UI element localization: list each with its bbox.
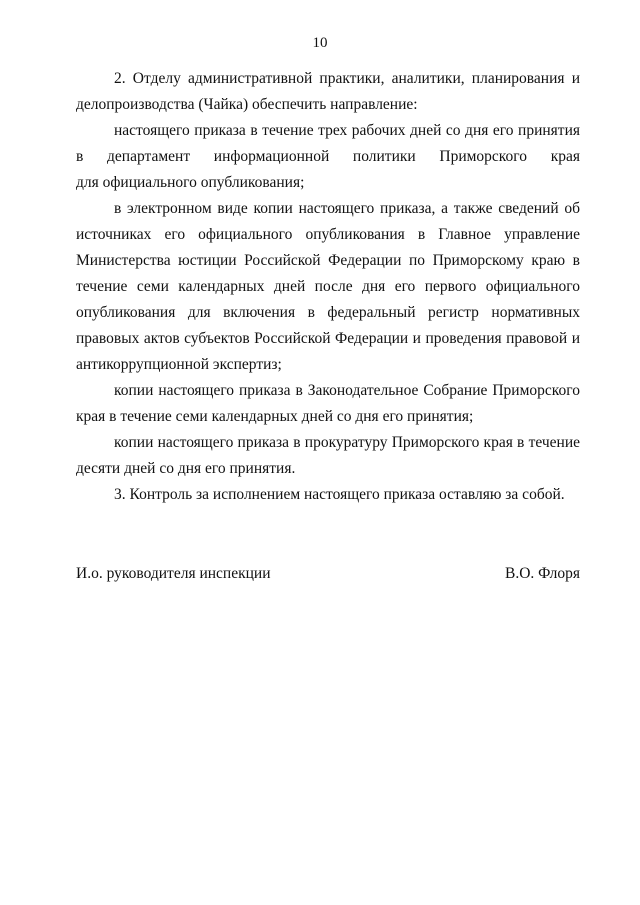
page-number: 10 [312,35,328,51]
paragraph-2-line-2: делопроизводства (Чайка) обеспечить направление: [76,96,418,113]
paragraph-2-line-1: 2. Отделу административной практики, аналитики, планирования и [114,70,580,87]
signatory-position: И.о. руководителя инспекции [76,565,271,582]
paragraph-2a-line-2: в департамент информационной политики Приморского края [76,148,580,165]
signatory-name: В.О. Флоря [505,565,580,582]
signature-block [76,561,580,587]
paragraph-2a-line-1: настоящего приказа в течение трех рабочих дней со дня его принятия [114,122,580,139]
paragraph-2b-electronic-copy: в электронном виде копии настоящего приказа, а также сведений об источниках его официального опубликования в Главное управление Министерства юстиции Российской Федерации по Приморскому краю в течение семи календарных дней после дня его первого официального опубликования для включения в федеральный регистр нормативных правовых актов субъектов Российской Федерации и проведения правовой и антикоррупционной экспертиз; [76,200,580,373]
paragraph-3-control: 3. Контроль за исполнением настоящего приказа оставляю за собой. [114,486,565,503]
order-body [76,66,580,508]
paragraph-2c-legislative-assembly: копии настоящего приказа в Законодательное Собрание Приморского края в течение семи календарных дней со дня его принятия; [76,382,580,425]
paragraph-2d-prosecutor-office: копии настоящего приказа в прокуратуру Приморского края в течение десяти дней со дня его принятия. [76,434,580,477]
paragraph-2a-line-3: для официального опубликования; [76,174,305,191]
